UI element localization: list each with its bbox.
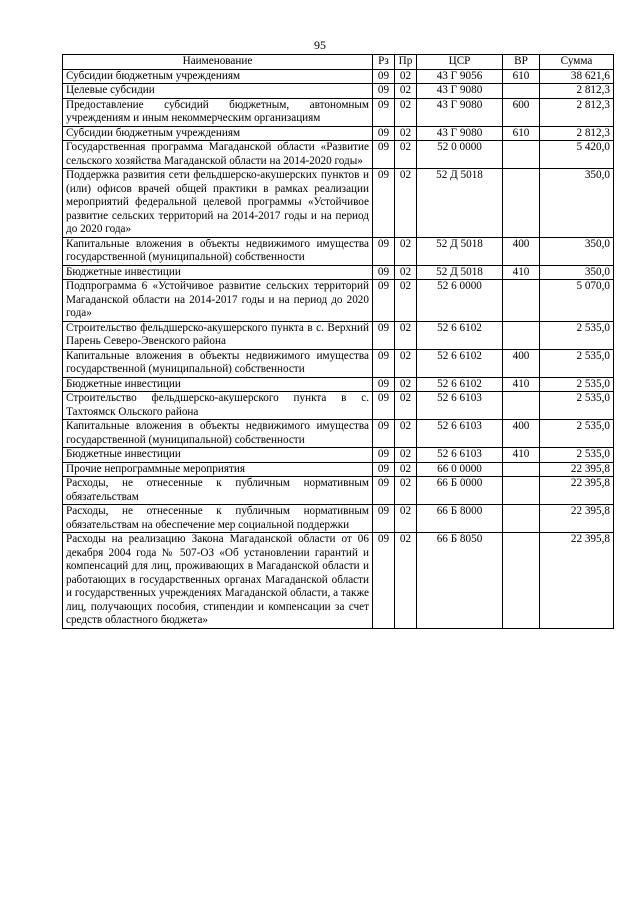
expense-type-code-cell: 400 xyxy=(503,420,540,448)
table-row xyxy=(63,462,614,477)
section-code-cell: 09 xyxy=(373,349,395,377)
item-name-cell: Поддержка развития сети фельдшерско-акушерских пунктов и (или) офисов врачей общей практики в рамках реализации мероприятий федеральной целевой программы «Устойчивое развитие сельских территорий на 2014-2017 годы и на период до 2020 года» xyxy=(63,169,373,238)
subsection-code-cell: 02 xyxy=(395,505,417,533)
table-row xyxy=(63,448,614,463)
section-code-cell: 09 xyxy=(373,321,395,349)
table-row xyxy=(63,321,614,349)
table-row xyxy=(63,169,614,238)
amount-cell: 22 395,8 xyxy=(540,477,614,505)
target-article-code-cell: 52 0 0000 xyxy=(417,141,503,169)
target-article-code-cell: 43 Г 9080 xyxy=(417,84,503,99)
expense-type-code-cell xyxy=(503,84,540,99)
target-article-code-cell: 52 Д 5018 xyxy=(417,265,503,280)
column-header-pr: Пр xyxy=(395,55,417,70)
subsection-code-cell: 02 xyxy=(395,477,417,505)
amount-cell: 22 395,8 xyxy=(540,533,614,629)
item-name-cell: Расходы на реализацию Закона Магаданской области от 06 декабря 2004 года № 507-ОЗ «Об установлении гарантий и компенсаций для лиц, проживающих в Магаданской области и работающих в государственных органах Магаданской области и государственных учреждениях Магаданской области, а также лиц, получающих пособия, стипендии и компенсации за счет средств областного бюджета» xyxy=(63,533,373,629)
item-name-cell: Предоставление субсидий бюджетным, автономным учреждениям и иным некоммерческим организациям xyxy=(63,98,373,126)
column-header-vr: ВР xyxy=(503,55,540,70)
expense-type-code-cell xyxy=(503,141,540,169)
expense-type-code-cell xyxy=(503,477,540,505)
subsection-code-cell: 02 xyxy=(395,448,417,463)
subsection-code-cell: 02 xyxy=(395,420,417,448)
amount-cell: 2 535,0 xyxy=(540,392,614,420)
section-code-cell: 09 xyxy=(373,377,395,392)
subsection-code-cell: 02 xyxy=(395,462,417,477)
expense-type-code-cell: 400 xyxy=(503,349,540,377)
target-article-code-cell: 52 Д 5018 xyxy=(417,169,503,238)
expense-type-code-cell xyxy=(503,533,540,629)
item-name-cell: Расходы, не отнесенные к публичным нормативным обязательствам xyxy=(63,477,373,505)
section-code-cell: 09 xyxy=(373,477,395,505)
amount-cell: 22 395,8 xyxy=(540,462,614,477)
column-header-csr: ЦСР xyxy=(417,55,503,70)
expense-type-code-cell: 410 xyxy=(503,265,540,280)
section-code-cell: 09 xyxy=(373,280,395,322)
item-name-cell: Строительство фельдшерско-акушерского пункта в с. Верхний Парень Северо-Эвенского района xyxy=(63,321,373,349)
table-row xyxy=(63,280,614,322)
target-article-code-cell: 66 Б 0000 xyxy=(417,477,503,505)
table-row xyxy=(63,69,614,84)
target-article-code-cell: 52 6 6102 xyxy=(417,377,503,392)
expense-type-code-cell: 600 xyxy=(503,98,540,126)
table-row xyxy=(63,477,614,505)
amount-cell: 5 420,0 xyxy=(540,141,614,169)
subsection-code-cell: 02 xyxy=(395,533,417,629)
item-name-cell: Подпрограмма 6 «Устойчивое развитие сельских территорий Магаданской области на 2014-2017 годы и на период до 2020 года» xyxy=(63,280,373,322)
section-code-cell: 09 xyxy=(373,392,395,420)
subsection-code-cell: 02 xyxy=(395,280,417,322)
amount-cell: 350,0 xyxy=(540,265,614,280)
expense-type-code-cell xyxy=(503,321,540,349)
budget-table xyxy=(62,54,614,629)
subsection-code-cell: 02 xyxy=(395,237,417,265)
section-code-cell: 09 xyxy=(373,141,395,169)
table-row xyxy=(63,377,614,392)
table-row xyxy=(63,237,614,265)
target-article-code-cell: 66 Б 8050 xyxy=(417,533,503,629)
item-name-cell: Прочие непрограммные мероприятия xyxy=(63,462,373,477)
section-code-cell: 09 xyxy=(373,420,395,448)
table-row xyxy=(63,84,614,99)
target-article-code-cell: 43 Г 9080 xyxy=(417,126,503,141)
target-article-code-cell: 52 Д 5018 xyxy=(417,237,503,265)
amount-cell: 350,0 xyxy=(540,169,614,238)
expense-type-code-cell: 410 xyxy=(503,448,540,463)
amount-cell: 2 535,0 xyxy=(540,377,614,392)
amount-cell: 2 812,3 xyxy=(540,126,614,141)
table-row xyxy=(63,126,614,141)
section-code-cell: 09 xyxy=(373,237,395,265)
section-code-cell: 09 xyxy=(373,169,395,238)
section-code-cell: 09 xyxy=(373,69,395,84)
expense-type-code-cell: 610 xyxy=(503,126,540,141)
target-article-code-cell: 52 6 6103 xyxy=(417,392,503,420)
amount-cell: 38 621,6 xyxy=(540,69,614,84)
table-row xyxy=(63,349,614,377)
section-code-cell: 09 xyxy=(373,84,395,99)
expense-type-code-cell xyxy=(503,392,540,420)
subsection-code-cell: 02 xyxy=(395,141,417,169)
table-row xyxy=(63,141,614,169)
subsection-code-cell: 02 xyxy=(395,169,417,238)
item-name-cell: Субсидии бюджетным учреждениям xyxy=(63,69,373,84)
item-name-cell: Расходы, не отнесенные к публичным нормативным обязательствам на обеспечение мер социальной поддержки xyxy=(63,505,373,533)
target-article-code-cell: 52 6 6102 xyxy=(417,349,503,377)
section-code-cell: 09 xyxy=(373,448,395,463)
section-code-cell: 09 xyxy=(373,533,395,629)
table-row xyxy=(63,392,614,420)
table-row xyxy=(63,505,614,533)
item-name-cell: Бюджетные инвестиции xyxy=(63,377,373,392)
item-name-cell: Капитальные вложения в объекты недвижимого имущества государственной (муниципальной) собственности xyxy=(63,420,373,448)
subsection-code-cell: 02 xyxy=(395,349,417,377)
target-article-code-cell: 43 Г 9080 xyxy=(417,98,503,126)
column-header-name: Наименование xyxy=(63,55,373,70)
amount-cell: 22 395,8 xyxy=(540,505,614,533)
expense-type-code-cell xyxy=(503,505,540,533)
section-code-cell: 09 xyxy=(373,505,395,533)
amount-cell: 2 535,0 xyxy=(540,448,614,463)
item-name-cell: Бюджетные инвестиции xyxy=(63,448,373,463)
page-number: 95 xyxy=(314,38,326,52)
target-article-code-cell: 66 0 0000 xyxy=(417,462,503,477)
table-row xyxy=(63,420,614,448)
table-header-row xyxy=(63,55,614,70)
subsection-code-cell: 02 xyxy=(395,377,417,392)
subsection-code-cell: 02 xyxy=(395,126,417,141)
item-name-cell: Субсидии бюджетным учреждениям xyxy=(63,126,373,141)
amount-cell: 2 812,3 xyxy=(540,84,614,99)
column-header-sum: Сумма xyxy=(540,55,614,70)
section-code-cell: 09 xyxy=(373,462,395,477)
table-body xyxy=(63,69,614,628)
table-row xyxy=(63,98,614,126)
expense-type-code-cell: 410 xyxy=(503,377,540,392)
item-name-cell: Капитальные вложения в объекты недвижимого имущества государственной (муниципальной) собственности xyxy=(63,237,373,265)
expense-type-code-cell xyxy=(503,462,540,477)
subsection-code-cell: 02 xyxy=(395,265,417,280)
item-name-cell: Бюджетные инвестиции xyxy=(63,265,373,280)
item-name-cell: Государственная программа Магаданской области «Развитие сельского хозяйства Магаданской области на 2014-2020 годы» xyxy=(63,141,373,169)
amount-cell: 2 535,0 xyxy=(540,321,614,349)
section-code-cell: 09 xyxy=(373,98,395,126)
amount-cell: 2 812,3 xyxy=(540,98,614,126)
item-name-cell: Целевые субсидии xyxy=(63,84,373,99)
table-row xyxy=(63,265,614,280)
item-name-cell: Капитальные вложения в объекты недвижимого имущества государственной (муниципальной) собственности xyxy=(63,349,373,377)
target-article-code-cell: 52 6 6103 xyxy=(417,420,503,448)
expense-type-code-cell xyxy=(503,280,540,322)
amount-cell: 2 535,0 xyxy=(540,420,614,448)
expense-type-code-cell xyxy=(503,169,540,238)
subsection-code-cell: 02 xyxy=(395,84,417,99)
section-code-cell: 09 xyxy=(373,265,395,280)
subsection-code-cell: 02 xyxy=(395,98,417,126)
subsection-code-cell: 02 xyxy=(395,69,417,84)
subsection-code-cell: 02 xyxy=(395,392,417,420)
target-article-code-cell: 52 6 6102 xyxy=(417,321,503,349)
expense-type-code-cell: 400 xyxy=(503,237,540,265)
expense-type-code-cell: 610 xyxy=(503,69,540,84)
amount-cell: 5 070,0 xyxy=(540,280,614,322)
target-article-code-cell: 52 6 0000 xyxy=(417,280,503,322)
section-code-cell: 09 xyxy=(373,126,395,141)
table-row xyxy=(63,533,614,629)
amount-cell: 2 535,0 xyxy=(540,349,614,377)
target-article-code-cell: 66 Б 8000 xyxy=(417,505,503,533)
item-name-cell: Строительство фельдшерско-акушерского пункта в с. Тахтоямск Ольского района xyxy=(63,392,373,420)
target-article-code-cell: 52 6 6103 xyxy=(417,448,503,463)
amount-cell: 350,0 xyxy=(540,237,614,265)
target-article-code-cell: 43 Г 9056 xyxy=(417,69,503,84)
subsection-code-cell: 02 xyxy=(395,321,417,349)
column-header-rz: Рз xyxy=(373,55,395,70)
